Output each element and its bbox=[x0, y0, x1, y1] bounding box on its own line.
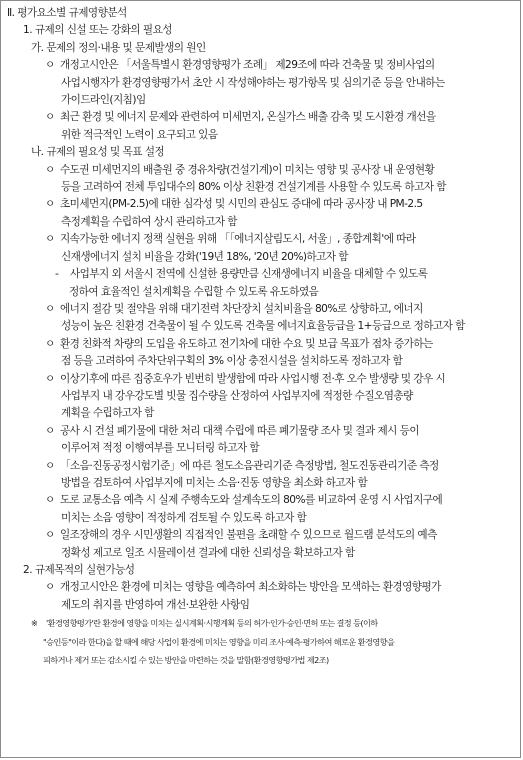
bullet-continuation: 등을 고려하여 전체 투입대수의 80% 이상 친환경 건설기계를 사용할 수 있도록 하고자 함 bbox=[61, 181, 446, 194]
bullet-continuation: 점 등을 고려하여 주차단위구획의 3% 이상 충전시설을 설치하도록 정하고자 함 bbox=[61, 355, 403, 368]
bullet-item bbox=[7, 336, 514, 353]
bullet-continuation: 방법을 검토하여 사업부지에 미치는 소음·진동 영향을 최소화 하고자 함 bbox=[61, 476, 368, 489]
bullet-continuation: 측정계획을 수립하여 상시 관리하고자 함 bbox=[61, 215, 237, 228]
bullet-marker: ㅇ bbox=[45, 302, 55, 315]
bullet-continuation: 미치는 소음 영향이 적정하게 검토될 수 있도록 하고자 함 bbox=[61, 511, 307, 524]
dash-item bbox=[7, 266, 514, 283]
bullet-item bbox=[7, 162, 514, 179]
bullet-item bbox=[7, 423, 514, 440]
bullet-marker: ㅇ bbox=[45, 111, 55, 124]
bullet-item bbox=[7, 231, 514, 248]
bullet-marker: ㅇ bbox=[45, 459, 55, 472]
bullet-text: 지속가능한 에너지 정책 실현을 위해 「「에너지살림도시, 서울」, 종합계획'에 따라 bbox=[60, 233, 416, 246]
bullet-item bbox=[7, 527, 514, 544]
bullet-text: 공사 시 건설 폐기물에 대한 처리 대책 수립에 따른 폐기물량 조사 및 결과 제시 등이 bbox=[60, 424, 419, 437]
bullet-marker: ㅇ bbox=[45, 337, 55, 350]
section-title: Ⅱ. 평가요소별 규제영향분석 bbox=[7, 7, 127, 19]
bullet-marker: ㅇ bbox=[45, 424, 55, 437]
bullet-continuation: 신재생에너지 설치 비율을 강화('19년 18%, '20년 20%)하고자 함 bbox=[61, 250, 348, 263]
footnote-continuation: "승인등"이라 한다)을 할 때에 해당 사업이 환경에 미치는 영향을 미리 조사·예측·평가하여 해로운 환경영향을 bbox=[43, 636, 395, 647]
bullet-continuation: 위한 적극적인 노력이 요구되고 있음 bbox=[61, 128, 218, 141]
bullet-text: 초미세먼지(PM-2.5)에 대한 심각성 및 시민의 관심도 증대에 따라 공사장 내 PM-2.5 bbox=[60, 198, 423, 211]
bullet-continuation: 계획을 수립하고자 함 bbox=[61, 407, 154, 420]
bullet-item bbox=[7, 57, 514, 74]
bullet-item bbox=[7, 371, 514, 388]
bullet-text: 도로 교통소음 예측 시 실제 주행속도와 설계속도의 80%를 비교하여 운영 시 사업지구에 bbox=[60, 494, 443, 507]
bullet-text: 수도권 미세먼지의 배출원 중 경유차량(건설기계)이 미치는 영향 및 공사장 내 운영현황 bbox=[60, 163, 435, 176]
bullet-continuation: 사업부지 내 강우강도별 빗물 집수량을 산정하여 사업부지에 적정한 수질오염총량 bbox=[61, 389, 413, 402]
bullet-text: 개정고시안은 「서울특별시 환경영향평가 조례」 제29조에 따라 건축물 및 정비사업의 bbox=[60, 59, 435, 72]
bullet-continuation: 제도의 취지를 반영하여 개선·보완한 사항임 bbox=[61, 598, 250, 611]
heading-necessity: 1. 규제의 신설 또는 강화의 필요성 bbox=[23, 24, 172, 37]
note-marker: ※ bbox=[31, 618, 38, 629]
bullet-marker: ㅇ bbox=[45, 529, 55, 542]
bullet-item bbox=[7, 579, 514, 596]
bullet-continuation: 이루어져 적정 이행여부를 모니터링 하고자 함 bbox=[61, 442, 260, 455]
footnote-continuation: 피하거나 제거 또는 감소시킬 수 있는 방안을 마련하는 것을 말함(환경영향평가법 제2조) bbox=[43, 655, 329, 666]
bullet-text: 일조장해의 경우 시민생활의 직접적인 불편을 초래할 수 있으므로 월드램 분석도의 예측 bbox=[60, 529, 437, 542]
bullet-text: 이상기후에 따른 집중호우가 빈번히 발생함에 따라 사업시행 전·후 오수 발생량 및 강우 시 bbox=[60, 372, 446, 385]
bullet-marker: ㅇ bbox=[45, 198, 55, 211]
bullet-marker: ㅇ bbox=[45, 163, 55, 176]
footnote bbox=[7, 614, 514, 632]
bullet-marker: ㅇ bbox=[45, 581, 55, 594]
bullet-marker: ㅇ bbox=[45, 494, 55, 507]
dash-text: 사업부지 외 서울시 전역에 신설한 용량만큼 신재생에너지 비율을 대체할 수 있도록 bbox=[70, 268, 428, 281]
bullet-item bbox=[7, 492, 514, 509]
bullet-text: 개정고시안은 환경에 미치는 영향을 예측하여 최소화하는 방안을 모색하는 환경영향평가 bbox=[60, 581, 441, 594]
heading-feasibility: 2. 규제목적의 실현가능성 bbox=[23, 564, 135, 576]
dash-continuation: 정하여 효율적인 설치계획을 수립할 수 있도록 유도하였음 bbox=[69, 285, 319, 298]
bullet-text: 최근 환경 및 에너지 문제와 관련하여 미세먼지, 온실가스 배출 감축 및 도시환경 개선을 bbox=[60, 111, 436, 124]
bullet-item bbox=[7, 109, 514, 126]
bullet-continuation: 가이드라인(지침)임 bbox=[61, 94, 146, 107]
subheading-necessity-goals: 나. 규제의 필요성 및 목표 설정 bbox=[31, 146, 165, 159]
subheading-problem-definition: 가. 문제의 정의·내용 및 문제발생의 원인 bbox=[31, 41, 206, 54]
bullet-text: 에너지 절감 및 절약을 위해 대기전력 차단장치 설치비율을 80%로 상향하고, 에너지 bbox=[60, 302, 423, 315]
bullet-item bbox=[7, 301, 514, 318]
bullet-item bbox=[7, 458, 514, 475]
bullet-continuation: 사업시행자가 환경영향평가서 초안 시 작성해야하는 평가항목 및 심의기준 등을 안내하는 bbox=[61, 76, 445, 89]
bullet-marker: ㅇ bbox=[45, 372, 55, 385]
bullet-continuation: 성능이 높은 친환경 건축물이 될 수 있도록 건축물 에너지효율등급을 1+등급으로 정하고자 함 bbox=[61, 320, 465, 333]
bullet-continuation: 정확성 제고로 일조 시뮬레이션 결과에 대한 신뢰성을 확보하고자 함 bbox=[61, 546, 355, 559]
bullet-text: 환경 친화적 차량의 도입을 유도하고 전기차에 대한 수요 및 보급 목표가 점차 증가하는 bbox=[60, 337, 433, 350]
dash-marker: - bbox=[55, 268, 59, 281]
bullet-item bbox=[7, 196, 514, 213]
bullet-text: 「소음·진동공정시험기준」에 따른 철도소음관리기준 측정방법, 철도진동관리기준 측정 bbox=[60, 459, 439, 472]
bullet-marker: ㅇ bbox=[45, 233, 55, 246]
footnote-text: '환경영향평가'란 환경에 영향을 미치는 실시계획·시행계획 등의 허가·인가·승인·면허 또는 결정 등(이하 bbox=[46, 618, 378, 629]
bullet-marker: ㅇ bbox=[45, 59, 55, 72]
